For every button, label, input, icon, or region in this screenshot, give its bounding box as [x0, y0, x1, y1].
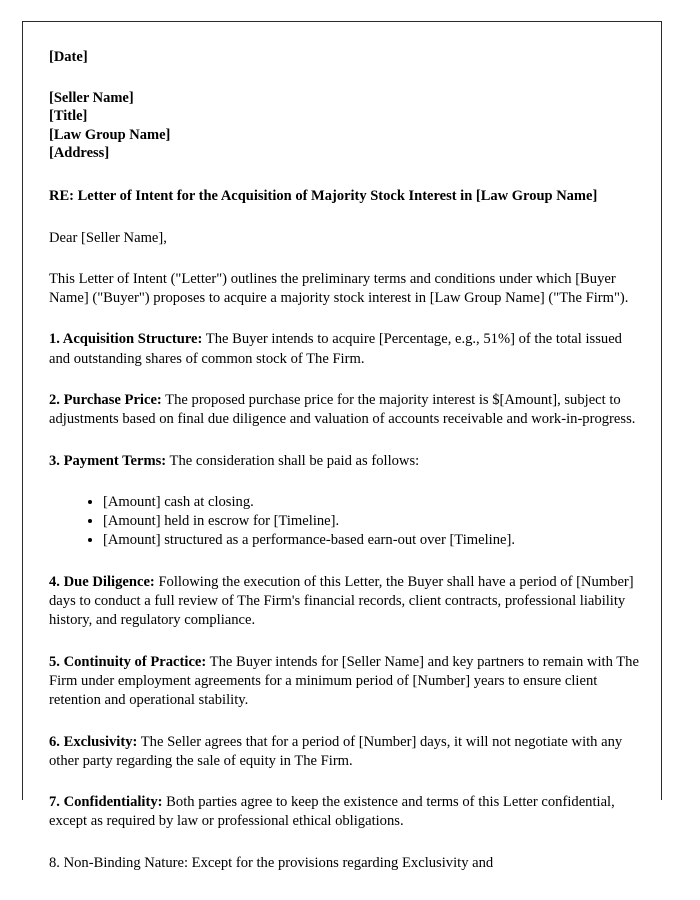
recipient-law-group-name: [Law Group Name]: [49, 126, 171, 143]
section-heading-3: 3. Payment Terms:: [49, 452, 167, 469]
section-text-1: The Buyer intends to acquire [Percentage, e.g., 51%] of the total issued and outstanding shares of common stock of The Firm.: [49, 331, 622, 367]
section-exclusivity: [49, 733, 639, 772]
section-heading-4: 4. Due Diligence:: [49, 573, 155, 590]
subject-line: RE: Letter of Intent for the Acquisition of Majority Stock Interest in [Law Group Name]: [49, 187, 598, 204]
section-heading-7: 7. Confidentiality:: [49, 794, 163, 811]
recipient-address: [Address]: [49, 145, 110, 161]
section-heading-2: 2. Purchase Price:: [49, 391, 162, 408]
section-non-binding-nature-clipped: [49, 854, 639, 871]
section-text-6: The Seller agrees that for a period of [Number] days, it will not negotiate with any other party regarding the sale of equity in The Firm.: [49, 733, 623, 769]
section-text-2: The proposed purchase price for the majority interest is $[Amount], subject to adjustments based on final due diligence and valuation of accounts receivable and work-in-progress.: [49, 391, 636, 428]
document-body: [23, 22, 661, 871]
section-text-3: The consideration shall be paid as follows:: [166, 452, 420, 469]
section-continuity-of-practice: [49, 653, 639, 711]
section-acquisition-structure: [49, 330, 639, 369]
section-text-7: Both parties agree to keep the existence and terms of this Letter confidential, except as required by law or professional ethical obligations.: [49, 794, 615, 830]
clipped-section-text: 8. Non-Binding Nature: Except for the provisions regarding Exclusivity and: [49, 854, 494, 871]
salutation: Dear [Seller Name],: [49, 229, 167, 246]
document-page: [22, 21, 662, 871]
section-text-4: Following the execution of this Letter, the Buyer shall have a period of [Number] days to conduct a full review of The Firm's financial records, client contracts, professional liability history, and regulatory compliance.: [49, 573, 634, 629]
section-heading-6: 6. Exclusivity:: [49, 733, 138, 750]
list-item: • [Amount] structured as a performance-based earn-out over [Timeline].: [103, 531, 639, 550]
payment-terms-list: [49, 493, 639, 551]
section-purchase-price: [49, 391, 639, 430]
section-heading-5: 5. Continuity of Practice:: [49, 653, 207, 670]
section-payment-terms: [49, 452, 639, 471]
list-item: • [Amount] cash at closing.: [103, 493, 639, 512]
section-text-5: The Buyer intends for [Seller Name] and key partners to remain with The Firm under employment agreements for a minimum period of [Number] years to ensure client retention and operational stability.: [49, 653, 639, 709]
section-due-diligence: [49, 573, 639, 631]
intro-paragraph: This Letter of Intent ("Letter") outlines the preliminary terms and conditions under which [Buyer Name] ("Buyer") proposes to acquire a majority stock interest in [Law Group Name] ("The Firm").: [49, 270, 629, 307]
section-confidentiality: [49, 793, 639, 832]
recipient-title: [Title]: [49, 108, 88, 124]
recipient-seller-name: [Seller Name]: [49, 89, 134, 106]
section-heading-1: 1. Acquisition Structure:: [49, 331, 203, 348]
recipient-address-block: [49, 89, 639, 163]
date-placeholder: [Date]: [49, 49, 88, 65]
list-item: • [Amount] held in escrow for [Timeline].: [103, 512, 639, 531]
